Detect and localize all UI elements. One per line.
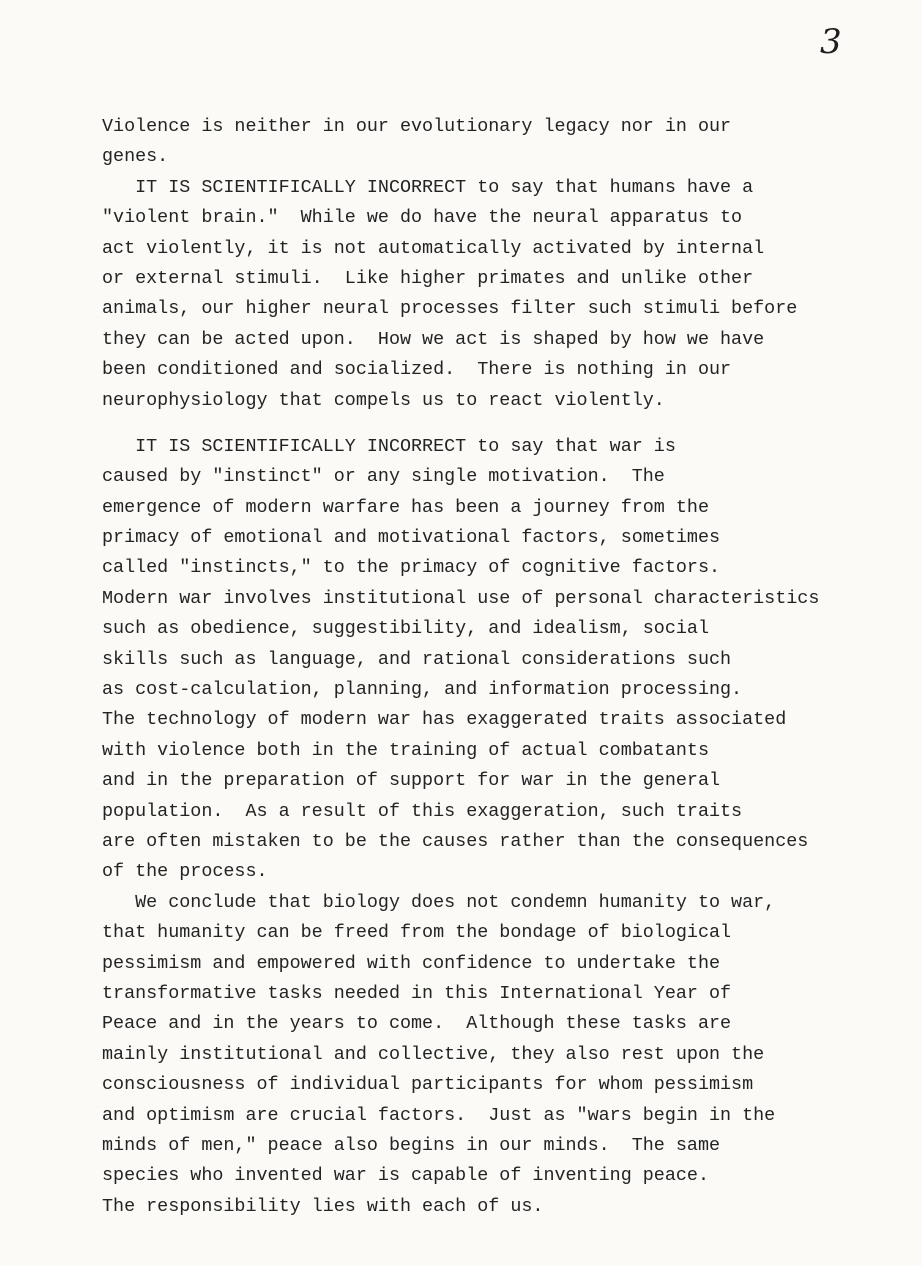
text-line: with violence both in the training of actual combatants [102, 739, 709, 761]
text-line: primacy of emotional and motivational factors, sometimes [102, 527, 721, 549]
text-line: of the process. [102, 861, 268, 883]
text-line: are often mistaken to be the causes rather than the consequences [102, 830, 809, 852]
text-line: pessimism and empowered with confidence to undertake the [102, 952, 721, 974]
text-line: emergence of modern warfare has been a journey from the [102, 496, 709, 518]
text-line: animals, our higher neural processes filter such stimuli before [102, 298, 798, 320]
text-line: genes. [102, 146, 169, 168]
text-line: caused by "instinct" or any single motivation. The [102, 466, 665, 488]
text-line: Modern war involves institutional use of personal characteristics [102, 587, 820, 609]
text-line: consciousness of individual participants for whom pessimism [102, 1074, 754, 1096]
paragraph [102, 888, 902, 1222]
text-line: been conditioned and socialized. There is nothing in our [102, 359, 732, 381]
paragraph-gap [102, 416, 902, 432]
page-number: 3 [820, 22, 842, 62]
text-line: called "instincts," to the primacy of cognitive factors. [102, 557, 721, 579]
text-line: act violently, it is not automatically activated by internal [102, 237, 765, 259]
text-line: minds of men," peace also begins in our minds. The same [102, 1134, 721, 1156]
paragraph [102, 173, 902, 416]
text-line: and in the preparation of support for war in the general [102, 770, 721, 792]
text-line: mainly institutional and collective, they also rest upon the [102, 1043, 765, 1065]
text-line: neurophysiology that compels us to react violently. [102, 389, 665, 411]
document-body [102, 112, 902, 1222]
text-line: The technology of modern war has exaggerated traits associated [102, 709, 787, 731]
text-line: IT IS SCIENTIFICALLY INCORRECT to say that war is [102, 435, 676, 457]
text-line: Peace and in the years to come. Although these tasks are [102, 1013, 732, 1035]
paragraph [102, 432, 902, 888]
text-line: Violence is neither in our evolutionary legacy nor in our [102, 116, 732, 137]
text-line: The responsibility lies with each of us. [102, 1195, 544, 1217]
text-line: species who invented war is capable of inventing peace. [102, 1165, 709, 1187]
text-line: We conclude that biology does not condemn humanity to war, [102, 891, 776, 913]
text-line: or external stimuli. Like higher primates and unlike other [102, 267, 754, 289]
text-line: they can be acted upon. How we act is shaped by how we have [102, 328, 765, 350]
text-line: population. As a result of this exaggeration, such traits [102, 800, 743, 822]
text-line: "violent brain." While we do have the neural apparatus to [102, 207, 743, 229]
text-line: that humanity can be freed from the bondage of biological [102, 922, 732, 944]
text-line: such as obedience, suggestibility, and idealism, social [102, 618, 709, 640]
paragraph [102, 112, 902, 173]
text-line: transformative tasks needed in this International Year of [102, 982, 732, 1004]
text-line: IT IS SCIENTIFICALLY INCORRECT to say that humans have a [102, 176, 754, 198]
text-line: and optimism are crucial factors. Just as "wars begin in the [102, 1104, 776, 1126]
text-line: as cost-calculation, planning, and information processing. [102, 679, 743, 701]
text-line: skills such as language, and rational considerations such [102, 648, 732, 670]
